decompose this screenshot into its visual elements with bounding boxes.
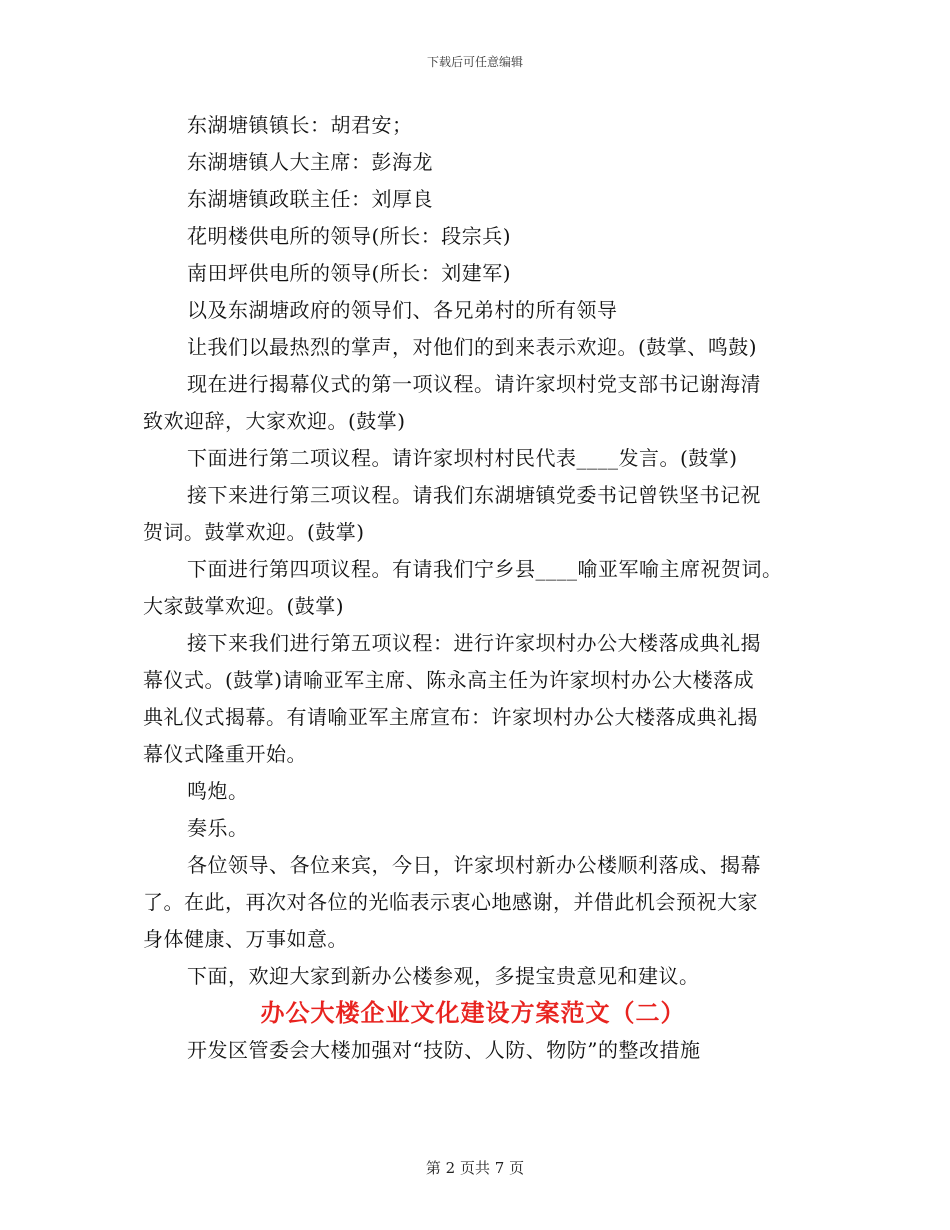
section-title: 办公大楼企业文化建设方案范文（二） [260, 999, 686, 1027]
paragraph-line: 大家鼓掌欢迎。(鼓掌) [143, 594, 345, 618]
paragraph-line: 东湖塘镇政联主任：刘厚良 [187, 187, 433, 211]
paragraph-line: 东湖塘镇人大主席：彭海龙 [187, 150, 433, 174]
paragraph-line: 现在进行揭幕仪式的第一项议程。请许家坝村党支部书记谢海清 [187, 372, 761, 396]
paragraph-line: 东湖塘镇镇长：胡君安； [187, 113, 413, 137]
section-first-line: 开发区管委会大楼加强对“技防、人防、物防”的整改措施 [187, 1038, 701, 1062]
paragraph-line: 南田坪供电所的领导(所长：刘建军) [187, 261, 512, 285]
paragraph-line: 鸣炮。 [187, 779, 249, 803]
paragraph-line: 下面进行第二项议程。请许家坝村村民代表____发言。(鼓掌) [187, 446, 738, 470]
paragraph-line: 身体健康、万事如意。 [143, 927, 348, 951]
paragraph-line: 下面进行第四项议程。有请我们宁乡县____喻亚军喻主席祝贺词。 [187, 557, 783, 581]
paragraph-line: 各位领导、各位来宾，今日，许家坝村新办公楼顺利落成、揭幕 [187, 853, 761, 877]
paragraph-line: 下面，欢迎大家到新办公楼参观，多提宝贵意见和建议。 [187, 964, 700, 988]
document-body [143, 107, 803, 1069]
paragraph-line: 贺词。鼓掌欢迎。(鼓掌) [143, 520, 365, 544]
paragraph-line: 接下来我们进行第五项议程：进行许家坝村办公大楼落成典礼揭 [187, 631, 761, 655]
page-header: 下载后可任意编辑 [426, 55, 523, 69]
paragraph-line: 典礼仪式揭幕。有请喻亚军主席宣布：许家坝村办公大楼落成典礼揭 [143, 705, 758, 729]
paragraph-line: 接下来进行第三项议程。请我们东湖塘镇党委书记曾铁坚书记祝 [187, 483, 761, 507]
paragraph-line: 幕仪式隆重开始。 [143, 742, 307, 766]
paragraph-line: 让我们以最热烈的掌声，对他们的到来表示欢迎。(鼓掌、鸣鼓) [187, 335, 758, 359]
paragraph-line: 奏乐。 [187, 816, 249, 840]
page-footer: 第 2 页共 7 页 [425, 1159, 525, 1177]
paragraph-line: 了。在此，再次对各位的光临表示衷心地感谢，并借此机会预祝大家 [143, 890, 758, 914]
paragraph-line: 致欢迎辞，大家欢迎。(鼓掌) [143, 409, 406, 433]
paragraph-line: 幕仪式。(鼓掌)请喻亚军主席、陈永高主任为许家坝村办公大楼落成 [143, 668, 755, 692]
paragraph-line: 以及东湖塘政府的领导们、各兄弟村的所有领导 [187, 298, 618, 322]
paragraph-line: 花明楼供电所的领导(所长：段宗兵) [187, 224, 512, 248]
